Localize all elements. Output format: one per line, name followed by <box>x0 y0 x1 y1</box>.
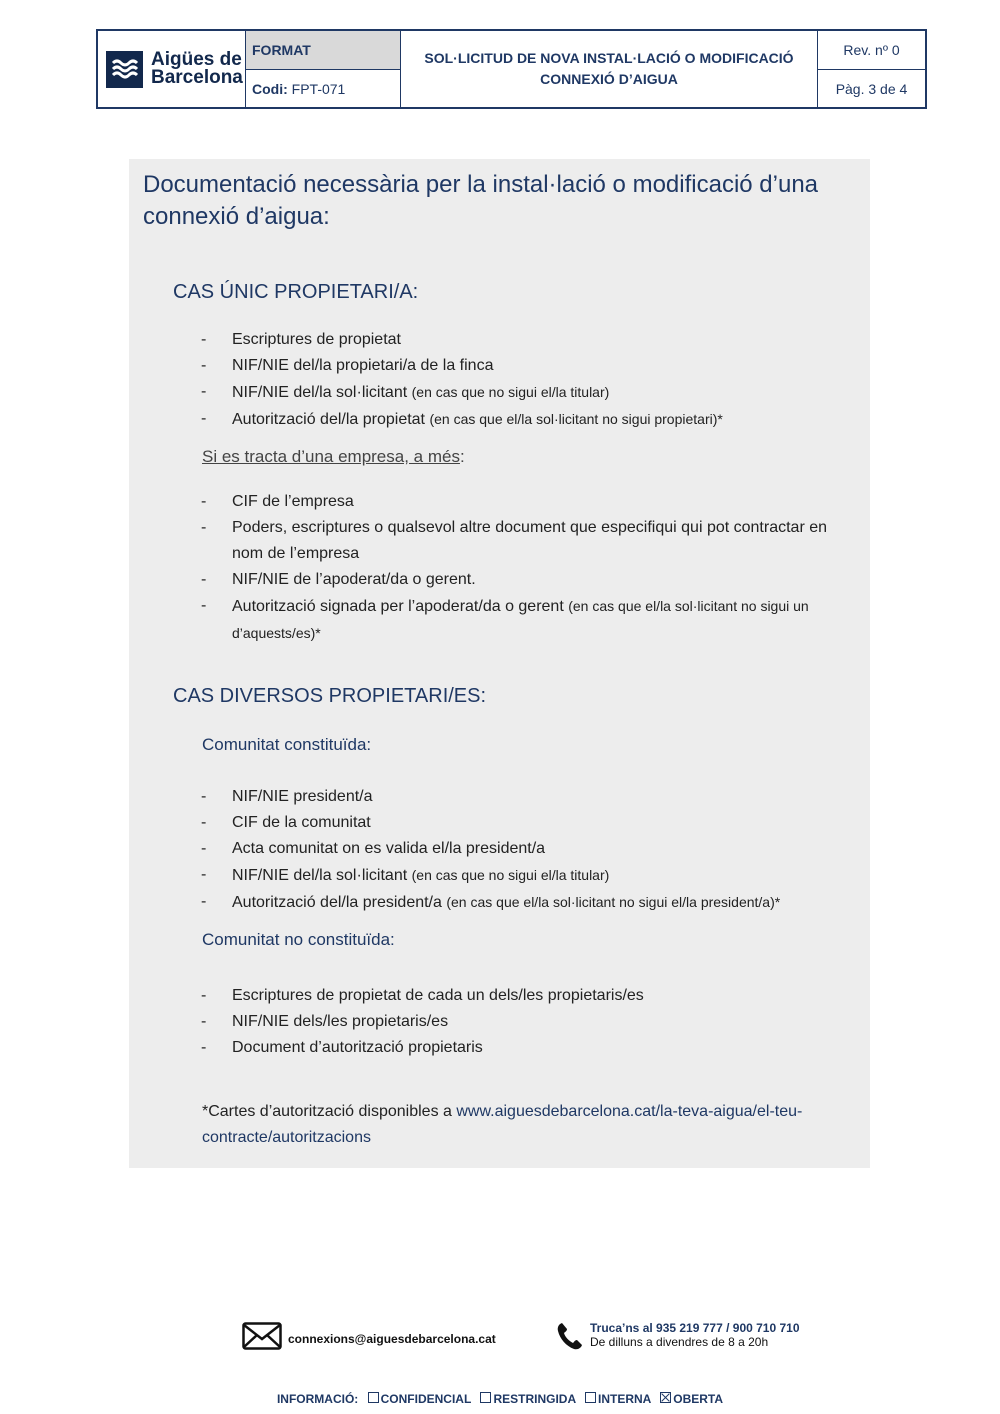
list-item: - Document d’autorització propietaris <box>201 1035 851 1061</box>
code-value: FPT-071 <box>291 81 346 97</box>
list-item: - CIF de l’empresa <box>201 489 851 515</box>
document-header <box>96 29 927 109</box>
phone-numbers[interactable]: Truca’ns al 935 219 777 / 900 710 710 <box>590 1321 800 1335</box>
footnote-text: *Cartes d’autorització disponibles a <box>202 1103 457 1120</box>
logo-line-1: Aigües de <box>151 49 242 70</box>
not-constituted-heading: Comunitat no constituïda: <box>202 930 395 949</box>
checkbox-restringida <box>480 1392 491 1403</box>
list-item: - NIF/NIE dels/les propietaris/es <box>201 1009 851 1035</box>
checkbox-oberta-checked <box>660 1392 671 1403</box>
checkbox-interna <box>585 1392 596 1403</box>
classification-label: OBERTA <box>673 1392 724 1406</box>
list-item: - Autorització del/la propietat (en cas que el/la sol·licitant no sigui propietari)* <box>201 406 851 433</box>
info-label: INFORMACIÓ: <box>276 1392 359 1406</box>
company-logo <box>98 31 246 107</box>
revision-cell <box>818 31 925 107</box>
phone-icon <box>556 1321 584 1356</box>
list-item: - CIF de la comunitat <box>201 810 851 836</box>
email-contact <box>242 1322 496 1355</box>
logo-line-2: Barcelona <box>151 67 243 88</box>
list-item: - NIF/NIE president/a <box>201 784 851 810</box>
waves-logo-icon <box>106 51 143 88</box>
classification-bar <box>0 1392 1000 1406</box>
list-item: - Autorització signada per l’apoderat/da o gerent (en cas que el/la sol·licitant no sigui un d’aquests/es)* <box>201 593 851 647</box>
phone-hours: De dilluns a divendres de 8 a 20h <box>590 1335 769 1349</box>
multiple-owners-heading: CAS DIVERSOS PROPIETARI/ES: <box>173 685 487 707</box>
list-item: - Acta comunitat on es valida el/la president/a <box>201 836 851 862</box>
single-owner-heading: CAS ÚNIC PROPIETARI/A: <box>173 281 419 303</box>
constituted-heading: Comunitat constituïda: <box>202 735 372 754</box>
page-title: Documentació necessària per la instal·lació o modificació d’una connexió d’aigua: <box>143 171 819 230</box>
code-field <box>246 70 400 107</box>
list-item: - Autorització del/la president/a (en cas que el/la sol·licitant no sigui el/la president/a)* <box>201 889 851 916</box>
company-intro: Si es tracta d’una empresa, a més: <box>202 447 465 466</box>
authorization-footnote <box>202 1099 862 1151</box>
format-label: FORMAT <box>246 31 400 70</box>
format-cell <box>246 31 401 107</box>
list-item: - NIF/NIE del/la sol·licitant (en cas que no sigui el/la titular) <box>201 862 851 889</box>
documentation-box <box>129 159 870 1168</box>
authorization-link[interactable]: www.aiguesdebarcelona.cat/la-teva-aigua/el-teu-contracte/autoritzacions <box>202 1103 803 1146</box>
constituted-list <box>201 784 851 916</box>
phone-contact <box>556 1321 800 1356</box>
form-title <box>401 31 818 107</box>
classification-label: INTERNA <box>598 1392 651 1406</box>
logo-text <box>151 51 243 87</box>
list-item: - NIF/NIE del/la sol·licitant (en cas que no sigui el/la titular) <box>201 379 851 406</box>
form-title-line-2: CONNEXIÓ D’AIGUA <box>540 71 678 87</box>
list-item: - Escriptures de propietat <box>201 327 851 353</box>
not-constituted-list <box>201 983 851 1061</box>
list-item: - Escriptures de propietat de cada un dels/les propietaris/es <box>201 983 851 1009</box>
list-item: - NIF/NIE del/la propietari/a de la finca <box>201 353 851 379</box>
classification-label: CONFIDENCIAL <box>380 1392 472 1406</box>
contact-email[interactable]: connexions@aiguesdebarcelona.cat <box>288 1331 496 1346</box>
envelope-icon <box>242 1322 282 1355</box>
list-item: - NIF/NIE de l’apoderat/da o gerent. <box>201 567 851 593</box>
revision-number: Rev. nº 0 <box>818 31 925 70</box>
single-owner-list <box>201 327 851 433</box>
checkbox-confidencial <box>368 1392 379 1403</box>
form-title-line-1: SOL·LICITUD DE NOVA INSTAL·LACIÓ O MODIFICACIÓ <box>424 50 794 66</box>
list-item: - Poders, escriptures o qualsevol altre document que especifiqui qui pot contractar en nom de l’empresa <box>201 515 851 567</box>
company-list <box>201 489 851 647</box>
code-label: Codi: <box>252 81 288 97</box>
classification-label: RESTRINGIDA <box>493 1392 576 1406</box>
page-number: Pàg. 3 de 4 <box>835 81 908 97</box>
